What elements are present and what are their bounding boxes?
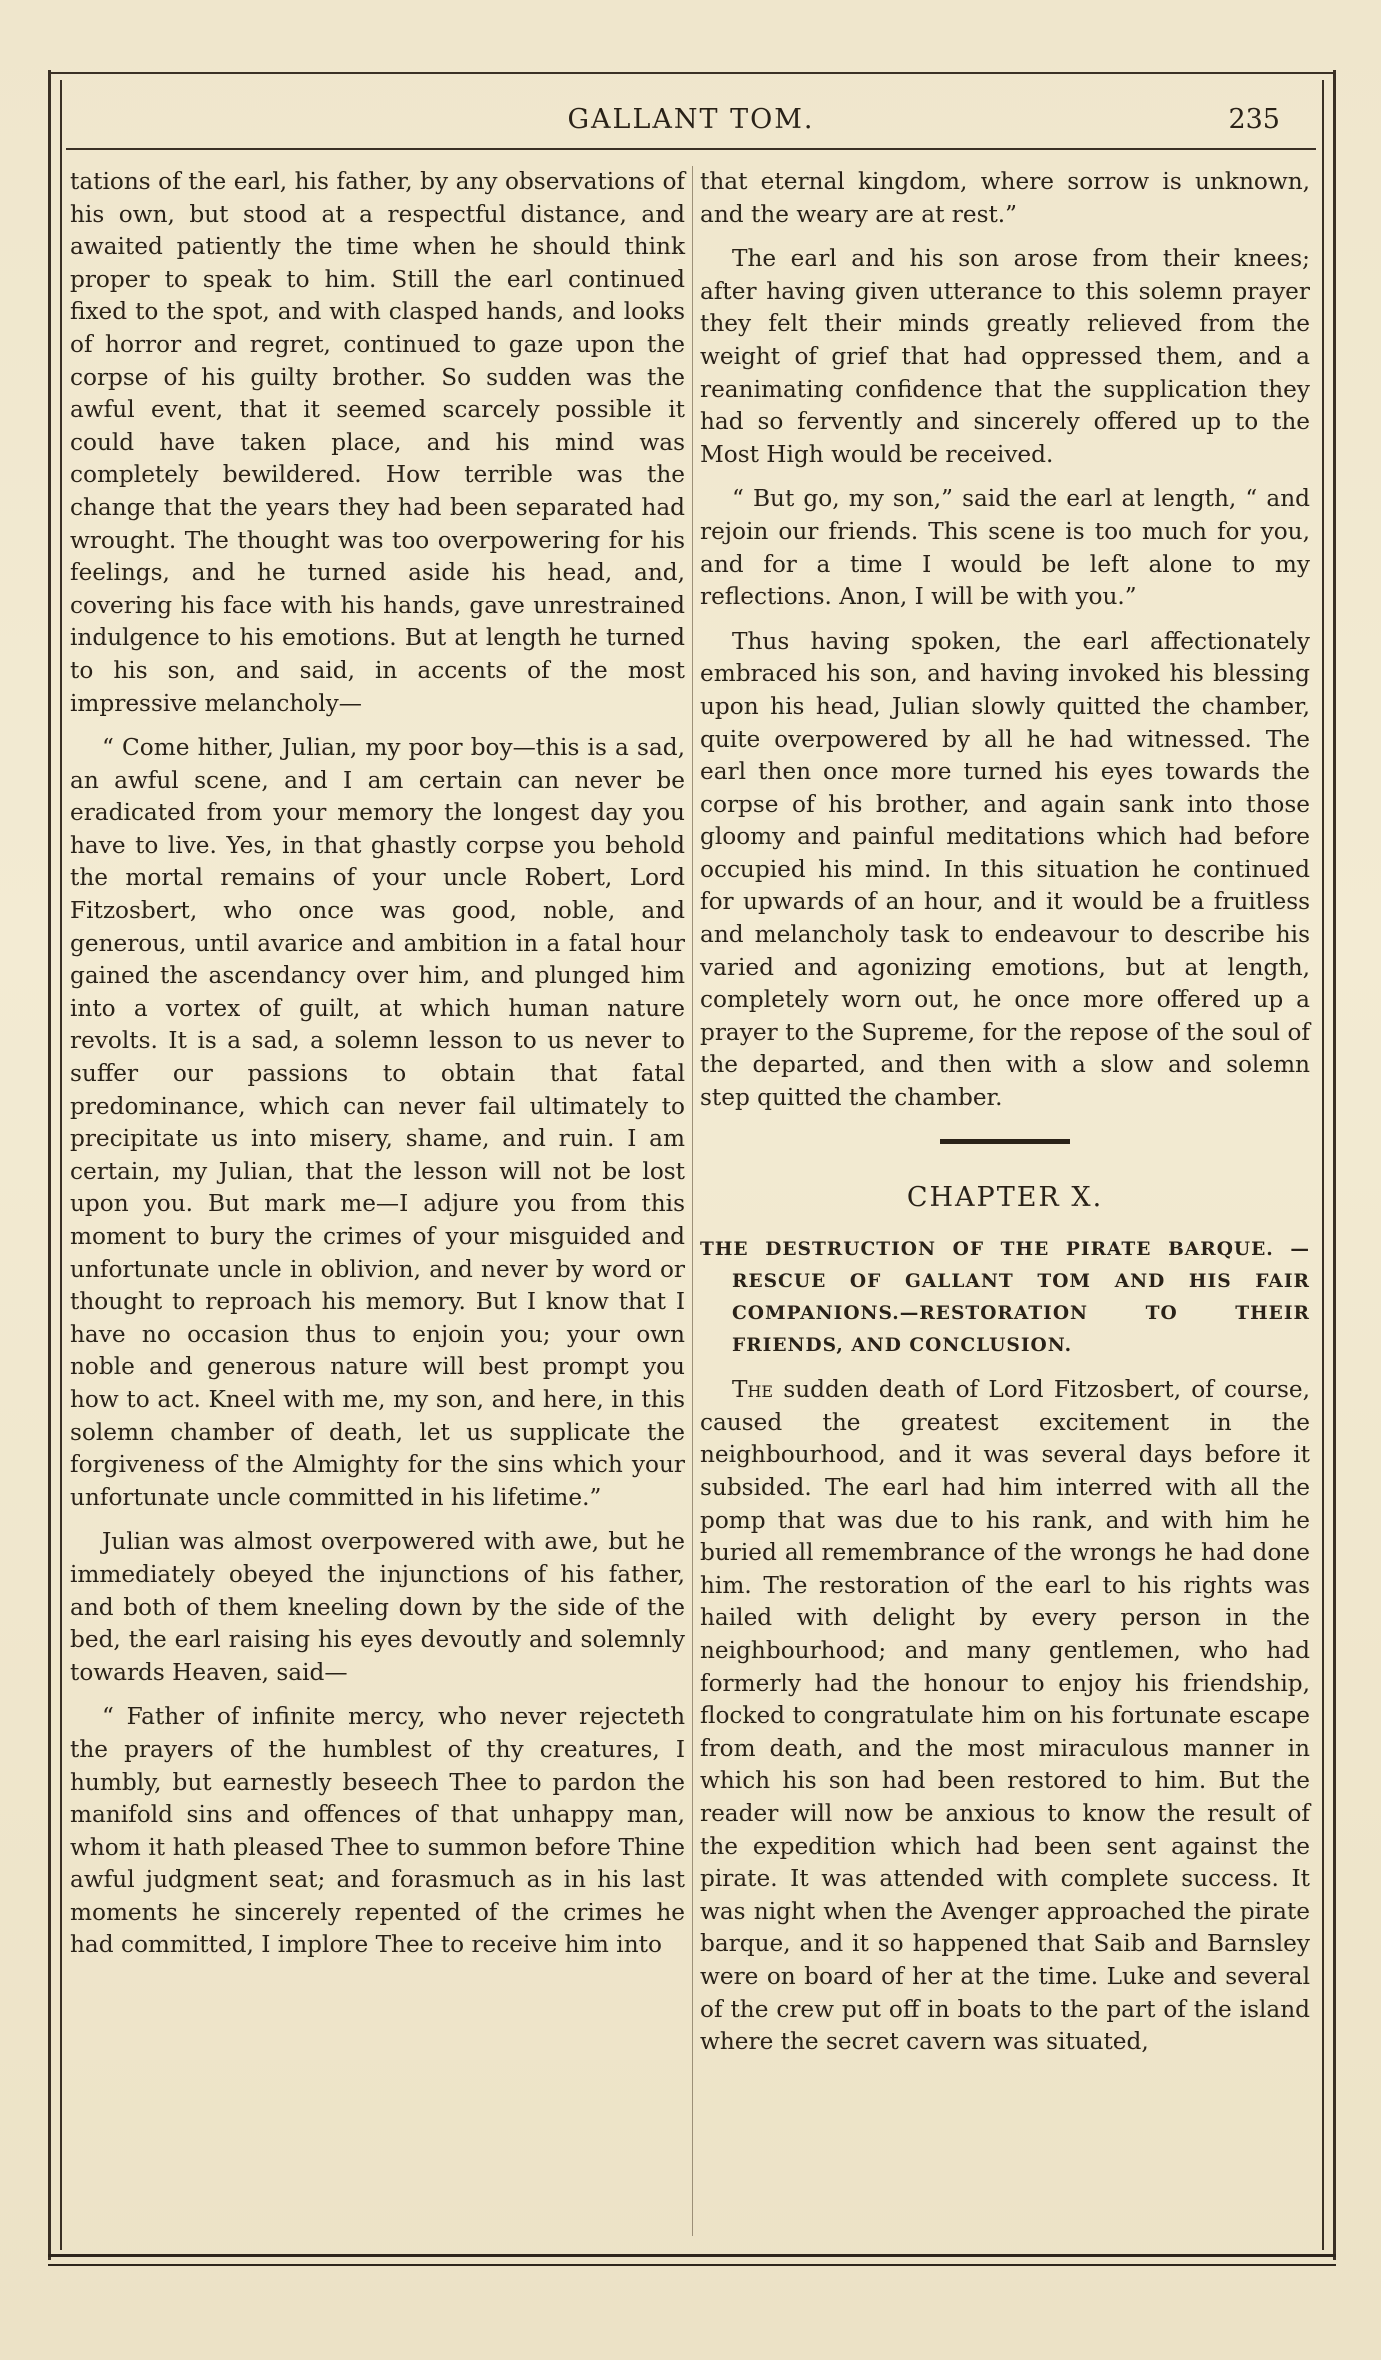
running-title: GALLANT TOM. xyxy=(567,104,815,135)
frame-rule-left xyxy=(48,70,51,2260)
paragraph-text: sudden death of Lord Fitzosbert, of course, caused the greatest excitement in the neighbourhood, and it was several days before it subsided. The earl had him interred with all the pomp that was due to his rank, and with him he buried all remembrance of the wrongs he had done him. The restoration of the earl to his rights was hailed with delight by every person in the neighbourhood; and many gentlemen, who had formerly had the honour to enjoy his friendship, flocked to congratulate him on his fortunate escape from death, and the most miraculous manner in which his son had been restored to him. But the reader will now be anxious to know the result of the expedition which had been sent against the pirate. It was attended with complete success. It was night when the Avenger approached the pirate barque, and it so happened that Saib and Barnsley were on board of her at the time. Luke and several of the crew put off in boats to the part of the island where the secret cavern was situated, xyxy=(700,1376,1310,2056)
paragraph: Thus having spoken, the earl affectionately embraced his son, and having invoked his blessing upon his head, Julian slowly quitted the chamber, quite overpowered by all he had witnessed. The earl then once more turned his eyes towards the corpse of his brother, and again sank into those gloomy and painful meditations which had before occupied his mind. In this situation he continued for upwards of an hour, and it would be a fruitless and melancholy task to endeavour to describe his varied and agonizing emotions, but at length, completely worn out, he once more offered up a prayer to the Supreme, for the repose of the soul of the departed, and then with a slow and solemn step quitted the chamber. xyxy=(700,627,1310,1112)
section-divider-rule xyxy=(940,1139,1070,1144)
right-column xyxy=(700,166,1310,2071)
header-rule xyxy=(66,148,1316,150)
chapter-summary: THE DESTRUCTION OF THE PIRATE BARQUE. —RESCUE OF GALLANT TOM AND HIS FAIR COMPANIONS.—RESTORATION TO THEIR FRIENDS, AND CONCLUSION. xyxy=(700,1239,1310,1357)
frame-rule-right xyxy=(1333,70,1336,2260)
opening-word: The xyxy=(732,1376,774,1404)
frame-rule-bottom xyxy=(48,2254,1336,2257)
column-divider xyxy=(692,166,693,2236)
paragraph: “ But go, my son,” said the earl at length, “ and rejoin our friends. This scene is too much for you, and for a time I would be left alone to my reflections. Anon, I will be with you.” xyxy=(700,485,1310,611)
paragraph: “ Father of infinite mercy, who never rejecteth the prayers of the humblest of thy creatures, I humbly, but earnestly beseech Thee to pardon the manifold sins and offences of that unhappy man, whom it hath pleased Thee to summon before Thine awful judgment seat; and forasmuch as in his last moments he sincerely repented of the crimes he had committed, I implore Thee to receive him into xyxy=(70,1703,685,1959)
frame-rule-bottom-inner xyxy=(48,2264,1336,2266)
paragraph: The earl and his son arose from their knees; after having given utterance to this solemn prayer they felt their minds greatly relieved from the weight of grief that had oppressed them, and a reanimating confidence that the supplication they had so fervently and sincerely offered up to the Most High would be received. xyxy=(700,245,1310,468)
paragraph: “ Come hither, Julian, my poor boy—this is a sad, an awful scene, and I am certain can never be eradicated from your memory the longest day you have to live. Yes, in that ghastly corpse you behold the mortal remains of your uncle Robert, Lord Fitzosbert, who once was good, noble, and generous, until avarice and ambition in a fatal hour gained the ascendancy over him, and plunged him into a vortex of guilt, at which human nature revolts. It is a sad, a solemn lesson to us never to suffer our passions to obtain that fatal predominance, which can never fail ultimately to precipitate us into misery, shame, and ruin. I am certain, my Julian, that the lesson will not be lost upon you. But mark me—I adjure you from this moment to bury the crimes of your misguided and unfortunate uncle in oblivion, and never by word or thought to reproach his memory. But I know that I have no occasion thus to enjoin you; your own noble and generous nature will best prompt you how to act. Kneel with me, my son, and here, in this solemn chamber of death, let us supplicate the forgiveness of the Almighty for the sins which your unfortunate uncle committed in his lifetime.” xyxy=(70,734,685,1511)
chapter-title: CHAPTER X. xyxy=(906,1181,1104,1213)
frame-rule-right-inner xyxy=(1322,80,1324,2250)
paragraph xyxy=(700,1374,1310,2058)
paragraph: Julian was almost overpowered with awe, but he immediately obeyed the injunctions of his father, and both of them kneeling down by the side of the bed, the earl raising his eyes devoutly and solemnly towards Heaven, said— xyxy=(70,1528,685,1686)
left-column xyxy=(70,166,685,1974)
paragraph: tations of the earl, his father, by any observations of his own, but stood at a respectful distance, and awaited patiently the time when he should think proper to speak to him. Still the earl continued fixed to the spot, and with clasped hands, and looks of horror and regret, continued to gaze upon the corpse of his guilty brother. So sudden was the awful event, that it seemed scarcely possible it could have taken place, and his mind was completely bewildered. How terrible was the change that the years they had been separated had wrought. The thought was too overpowering for his feelings, and he turned aside his head, and, covering his face with his hands, gave unrestrained indulgence to his emotions. But at length he turned to his son, and said, in accents of the most impressive melancholy— xyxy=(70,168,685,717)
page-number: 235 xyxy=(1228,104,1280,135)
paragraph: that eternal kingdom, where sorrow is unknown, and the weary are at rest.” xyxy=(700,168,1310,228)
frame-rule-left-inner xyxy=(60,80,62,2250)
frame-rule-top xyxy=(48,72,1336,74)
running-header xyxy=(66,96,1316,146)
